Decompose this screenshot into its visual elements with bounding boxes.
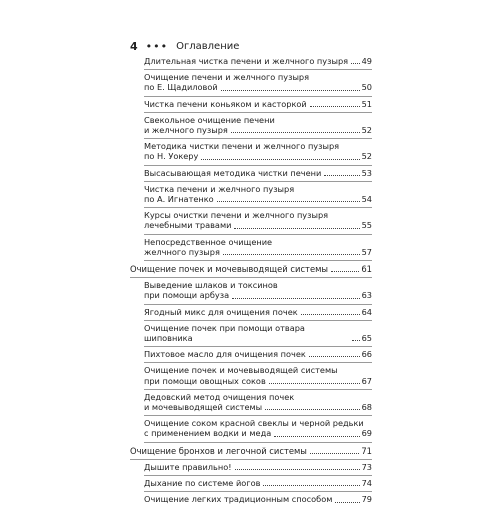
toc-entry-row [144, 125, 372, 135]
toc-page-number: 65 [361, 333, 372, 344]
toc-entry [144, 416, 372, 442]
toc-entry [144, 208, 372, 234]
toc-page-number: 64 [361, 306, 372, 317]
dot-leader [235, 469, 360, 470]
toc-page-number: 68 [361, 402, 372, 413]
toc-entry-title-line: Чистка печени и желчного пузыря [144, 183, 295, 194]
toc-entry-title-line: по А. Игнатенко [144, 194, 214, 205]
toc-entry-title-line: Очищение почек при помощи отвара шиповника [144, 322, 305, 344]
toc-page-number: 50 [361, 82, 372, 93]
toc-entry-row [144, 494, 372, 504]
toc-page-number: 55 [361, 220, 372, 231]
dot-leader [223, 254, 360, 255]
toc-entry-title-line: Выведение шлаков и токсинов [144, 280, 278, 291]
dot-leader [231, 132, 360, 133]
toc-entry-title-line: Дышите правильно! [144, 461, 232, 472]
table-of-contents [130, 54, 372, 508]
toc-page-number: 79 [361, 494, 372, 505]
toc-entry-title-line: лечебными травами [144, 220, 232, 231]
toc-page-number: 53 [361, 167, 372, 178]
toc-entry [144, 390, 372, 416]
toc-entry-title-line: Длительная чистка печени и желчного пузыря [144, 56, 349, 66]
toc-entry-row [144, 290, 372, 300]
toc-entry-title-line: Очищение почек и мочевыводящей системы [144, 365, 338, 376]
toc-entry [144, 182, 372, 208]
toc-entry-title-line: по Н. Уокеру [144, 151, 199, 162]
toc-entry-row [144, 376, 372, 386]
toc-entry-title-line: Дедовский метод очищения почек [144, 391, 295, 402]
toc-entry [144, 70, 372, 96]
toc-page-number: 51 [361, 98, 372, 109]
toc-entry-row [144, 428, 372, 438]
toc-entry [144, 278, 372, 304]
toc-entry [144, 97, 372, 113]
toc-entry-title-line: Очищение легких традиционным способом [144, 494, 333, 505]
dot-leader [269, 383, 360, 384]
toc-entry-row [144, 168, 372, 178]
dot-leader [352, 340, 360, 341]
toc-entry [144, 139, 372, 165]
dot-leader [274, 436, 359, 437]
toc-entry [144, 305, 372, 321]
toc-entry-title-line: при помощи арбуза [144, 290, 230, 301]
toc-entry-title-line: Очищение соком красной свеклы и черной редьки [144, 418, 364, 429]
dot-leader [217, 201, 360, 202]
toc-entry-row [144, 194, 372, 204]
toc-entry-title-line: Чистка печени коньяком и касторкой [144, 98, 307, 109]
toc-entry [144, 476, 372, 492]
toc-entry-row [130, 446, 372, 456]
toc-entry-row [144, 220, 372, 230]
toc-page-number: 69 [361, 428, 372, 439]
toc-page-number: 67 [361, 375, 372, 386]
dot-leader [351, 63, 360, 64]
toc-entry-title-line: Курсы очистки печени и желчного пузыря [144, 210, 329, 221]
toc-entry-title-line: Непосредственное очищение [144, 236, 273, 247]
toc-entry [144, 321, 372, 347]
toc-entry-row [144, 307, 372, 317]
toc-entry-title-line: желчного пузыря [144, 246, 220, 257]
toc-page-number: 57 [361, 246, 372, 257]
toc-entry-row [144, 56, 372, 66]
dot-leader [310, 453, 359, 454]
toc-entry-title-line: с применением водки и меда [144, 428, 272, 439]
toc-entry [144, 113, 372, 139]
toc-entry-row [144, 82, 372, 92]
toc-entry-title-line: и желчного пузыря [144, 125, 228, 136]
toc-entry-row [144, 151, 372, 161]
toc-page-number: 63 [361, 290, 372, 301]
header-dots: ••• [145, 40, 169, 53]
toc-entry-title-line: по Е. Щадиловой [144, 82, 218, 93]
toc-entry [144, 54, 372, 70]
toc-entry-title-line: Очищение бронхов и легочной системы [130, 445, 307, 456]
toc-entry [144, 460, 372, 476]
dot-leader [301, 314, 360, 315]
dot-leader [234, 228, 359, 229]
toc-entry [144, 347, 372, 363]
page-header [130, 40, 239, 53]
toc-entry-row [144, 323, 372, 343]
toc-entry-row [144, 402, 372, 412]
toc-entry [144, 363, 372, 389]
dot-leader [232, 298, 359, 299]
toc-entry-row [144, 478, 372, 488]
toc-entry-title-line: Очищение почек и мочевыводящей системы [130, 264, 329, 275]
toc-entry-row [130, 264, 372, 274]
dot-leader [265, 409, 359, 410]
toc-section-entry [130, 443, 372, 460]
toc-section-entry [130, 261, 372, 278]
toc-entry-title-line: Пихтовое масло для очищения почек [144, 349, 306, 360]
toc-entry-title-line: при помощи овощных соков [144, 375, 266, 386]
toc-entry-title-line: и мочевыводящей системы [144, 402, 263, 413]
toc-entry-title-line: Свекольное очищение печени [144, 114, 275, 125]
toc-page-number: 66 [361, 349, 372, 360]
dot-leader [324, 175, 359, 176]
dot-leader [310, 106, 360, 107]
toc-entry-title-line: Методика чистки печени и желчного пузыря [144, 141, 340, 152]
toc-page-number: 54 [361, 194, 372, 205]
toc-entry-title-line: Очищение печени и желчного пузыря [144, 72, 310, 83]
dot-leader [201, 159, 359, 160]
toc-entry-row [144, 247, 372, 257]
page-number: 4 [130, 40, 138, 53]
toc-entry-title-line: Дыхание по системе йогов [144, 478, 261, 489]
dot-leader [221, 90, 360, 91]
dot-leader [335, 502, 359, 503]
dot-leader [263, 485, 359, 486]
dot-leader [331, 271, 359, 272]
toc-entry-row [144, 99, 372, 109]
toc-page-number: 52 [361, 151, 372, 162]
toc-entry [144, 166, 372, 182]
running-title: Оглавление [176, 41, 240, 52]
toc-entry-row [144, 349, 372, 359]
toc-entry-title-line: Высасывающая методика чистки печени [144, 167, 322, 178]
dot-leader [309, 356, 360, 357]
toc-page-number: 49 [361, 56, 372, 66]
toc-page-number: 52 [361, 125, 372, 136]
toc-page-number: 61 [361, 264, 372, 275]
toc-entry [144, 235, 372, 261]
toc-entry-title-line: Ягодный микс для очищения почек [144, 306, 298, 317]
toc-page-number: 71 [361, 445, 372, 456]
toc-entry-row [144, 462, 372, 472]
toc-page-number: 73 [361, 461, 372, 472]
toc-page-number: 74 [361, 478, 372, 489]
